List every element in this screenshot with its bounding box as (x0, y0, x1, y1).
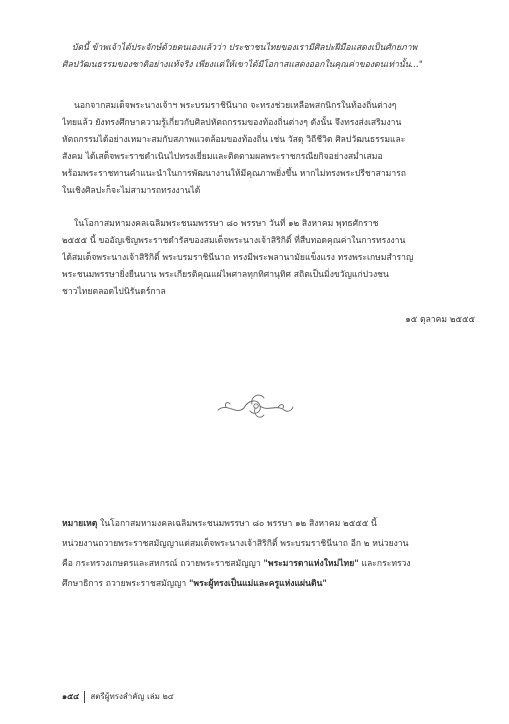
footer-divider (84, 691, 85, 703)
note-lead: หมายเหตุ (62, 519, 98, 529)
paragraph-line: ๒๕๕๕ นี้ ขออัญเชิญพระราชดำรัสของสมเด็จพระนางเจ้าสิริกิติ์ ที่สืบทอดคุณค่าในการทรงงาน (62, 236, 406, 246)
note-text: และกระทรวง (358, 559, 411, 569)
note-text: ศึกษาธิการ ถวายพระราชสมัญญา (62, 579, 189, 589)
note-text: คือ กระทรวงเกษตรและสหกรณ์ ถวายพระราชสมัญญา (62, 559, 264, 569)
paragraph-line: พร้อมพระราชทานคำแนะนำในการพัฒนางานให้มีคุณภาพยิ่งขึ้น หากไม่ทรงพระปรีชาสามารถ (62, 169, 406, 179)
note-line: หน่วยงานถวายพระราชสมัญญาแด่สมเด็จพระนางเจ้าสิริกิติ์ พระบรมราชินีนาถ อีก ๒ หน่วยงาน (62, 539, 409, 549)
paragraph-line: ไทยแล้ว ยังทรงศึกษาความรู้เกี่ยวกับศิลปหัตถกรรมของท้องถิ่นต่างๆ ดังนั้น จึงทรงส่งเสริมงาน (62, 118, 402, 128)
page-number: ๑๕๔ (62, 692, 80, 701)
paragraph-2 (62, 216, 470, 301)
quote-block (62, 40, 462, 74)
note-line (62, 574, 472, 594)
page-footer (62, 690, 174, 703)
paragraph-line: พระชนมพรรษายิ่งยืนนาน พระเกียรติคุณแผ่ไพศาลทุกทิศานุทิศ สถิตเป็นมิ่งขวัญแก่ปวงชน (62, 270, 389, 280)
paragraph-1 (62, 98, 470, 200)
royal-title-1: "พระมารดาแห่งใหม่ไทย" (263, 559, 359, 569)
paragraph-line: หัตถกรรมได้อย่างเหมาะสมกับสภาพแวดล้อมของท้องถิ่น เช่น วัสดุ วิถีชีวิต ศิลปวัฒนธรรมและ (62, 135, 406, 145)
paragraph-line: ในเชิงศิลปะก็จะไม่สามารถทรงงานได้ (62, 186, 201, 196)
publication-title: สตรีผู้ทรงสำคัญ เล่ม ๒๔ (90, 692, 174, 701)
note-text: ในโอกาสมหามงคลเฉลิมพระชนมพรรษา ๘๐ พรรษา ๑๒ สิงหาคม ๒๕๕๕ นี้ (97, 519, 377, 529)
note-block (62, 514, 472, 594)
paragraph-line: ได้สมเด็จพระนางเจ้าสิริกิติ์ พระบรมราชินีนาถ ทรงมีพระพลานามัยแข็งแรง ทรงพระเกษมสำราญ (62, 253, 414, 263)
date-line: ๑๕ ตุลาคม ๒๕๕๕ (405, 315, 475, 325)
paragraph-line: ในโอกาสมหามงคลเฉลิมพระชนมพรรษา ๘๐ พรรษา วันที่ ๑๒ สิงหาคม พุทธศักราช (74, 219, 379, 229)
royal-title-2: "พระผู้ทรงเป็นแม่และครูแห่งแผ่นดิน" (188, 579, 327, 589)
paragraph-line: ชาวไทยตลอดไปนิรันดร์กาล (62, 287, 166, 297)
note-line (62, 514, 472, 534)
note-line (62, 554, 472, 574)
floral-ornament-icon (214, 388, 296, 424)
quote-line: ศิลปวัฒนธรรมของชาติอย่างแท้จริง เพียงแต่ให้เขาได้มีโอกาสแสดงออกในคุณค่าของตนเท่านั้น..." (62, 60, 423, 70)
quote-line: บัดนี้ ข้าพเจ้าได้ประจักษ์ด้วยตนเองแล้วว่า ประชาชนไทยของเรามีศิลปะฝีมือแสดงเป็นศักยภาพ (72, 43, 418, 53)
paragraph-line: นอกจากสมเด็จพระนางเจ้าฯ พระบรมราชินีนาถ จะทรงช่วยเหลือพสกนิกรในท้องถิ่นต่างๆ (74, 101, 397, 111)
paragraph-line: สังคม ได้เสด็จพระราชดำเนินไปทรงเยี่ยมและติดตามผลพระราชกรณียกิจอย่างสม่ำเสมอ (62, 152, 383, 162)
